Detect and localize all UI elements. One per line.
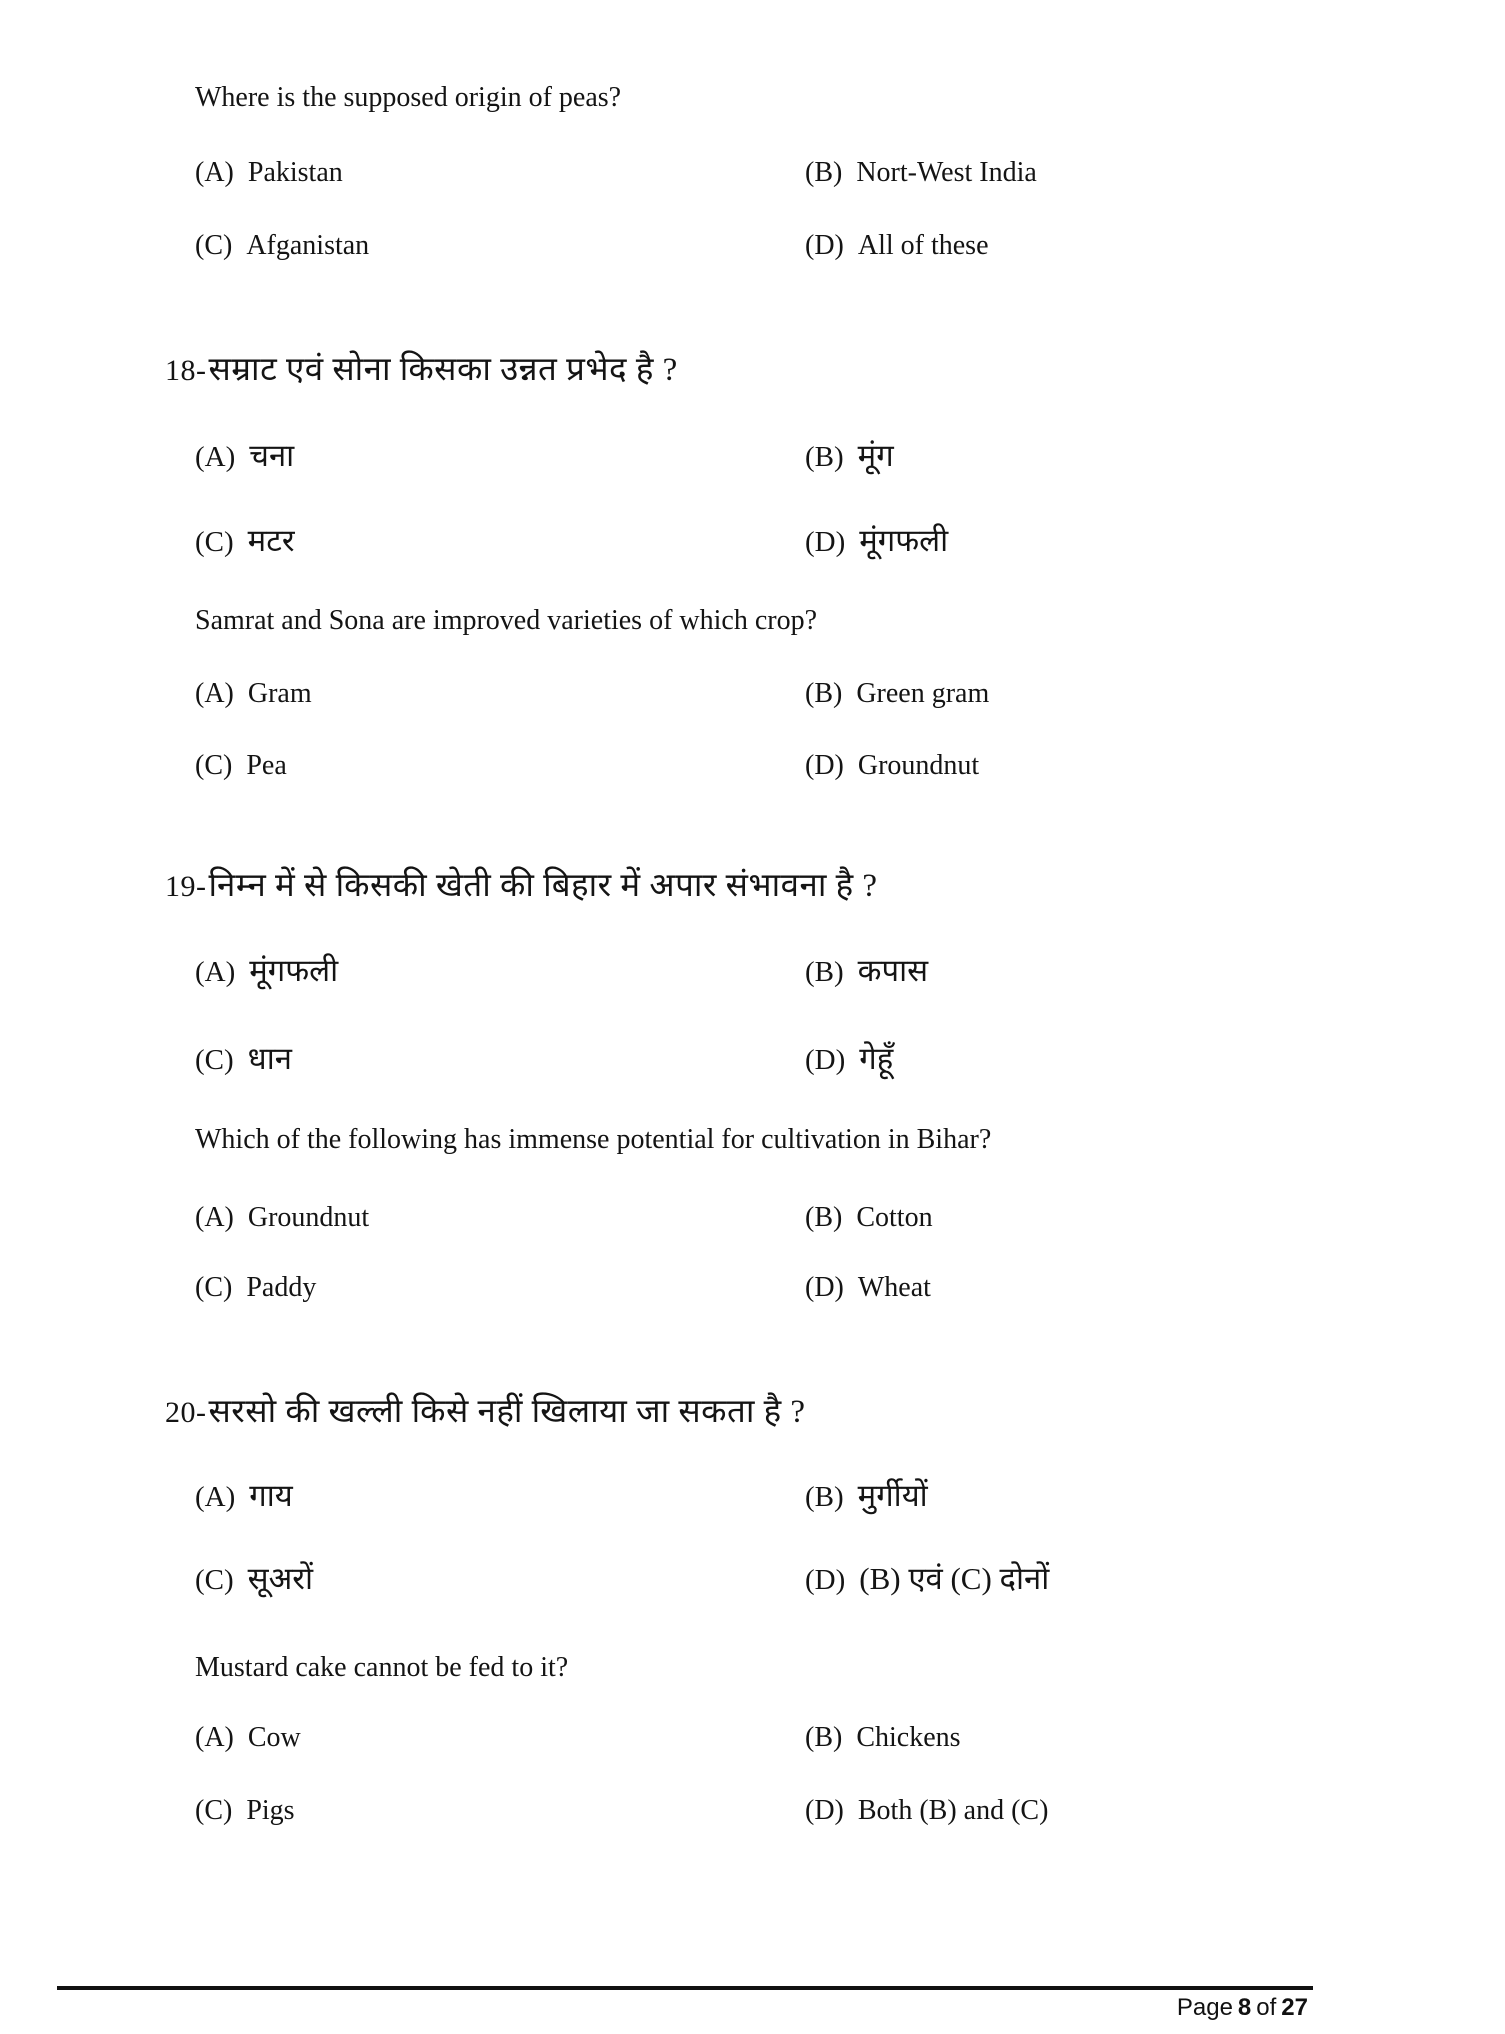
option-d <box>805 1040 893 1079</box>
question-text <box>195 80 621 115</box>
option-label: (A) <box>195 678 234 709</box>
option-text: मूंगफली <box>859 523 949 558</box>
option-label: (C) <box>195 230 233 261</box>
option-d <box>805 748 979 783</box>
option-c <box>195 1040 292 1079</box>
option-label: (B) <box>805 441 844 473</box>
option-label: (D) <box>805 750 844 781</box>
option-c <box>195 228 369 263</box>
option-label: (A) <box>195 157 234 188</box>
question-text-value: Mustard cake cannot be fed to it? <box>195 1652 569 1683</box>
option-text: Both (B) and (C) <box>857 1795 1049 1826</box>
footer-of-label: of <box>1256 1994 1277 2021</box>
option-text: मटर <box>247 523 295 558</box>
option-text: Green gram <box>856 678 990 709</box>
option-label: (D) <box>805 526 846 558</box>
option-b <box>805 1720 961 1755</box>
question-text-value: सम्राट एवं सोना किसका उन्नत प्रभेद है ? <box>208 352 678 388</box>
option-label: (B) <box>805 678 843 709</box>
option-b <box>805 1200 933 1235</box>
question-number: 18- <box>165 354 207 387</box>
option-text: गाय <box>249 1478 293 1513</box>
option-d <box>805 1270 931 1305</box>
option-c <box>195 1560 313 1599</box>
option-label: (C) <box>195 1272 233 1303</box>
option-label: (D) <box>805 1044 846 1076</box>
option-text: Pakistan <box>247 157 343 188</box>
option-a <box>195 1477 293 1516</box>
question-text-value: Which of the following has immense potential for cultivation in Bihar? <box>195 1124 992 1155</box>
option-text: Wheat <box>857 1272 931 1303</box>
option-text: सूअरों <box>247 1561 314 1596</box>
question-text <box>195 603 817 638</box>
question-text-value: सरसो की खल्ली किसे नहीं खिलाया जा सकता है ? <box>208 1394 806 1430</box>
option-label: (A) <box>195 1722 234 1753</box>
option-b <box>805 952 928 991</box>
question-number: 19- <box>165 870 207 903</box>
option-label: (D) <box>805 1272 844 1303</box>
page-footer <box>0 1994 1308 2022</box>
question-header <box>165 866 878 907</box>
option-label: (C) <box>195 1044 234 1076</box>
question-header <box>165 350 678 391</box>
option-text: मूंग <box>857 438 894 473</box>
option-label: (B) <box>805 1722 843 1753</box>
question-text <box>195 1122 991 1157</box>
option-a <box>195 952 338 991</box>
option-d <box>805 1793 1048 1828</box>
footer-divider <box>57 1986 1313 1990</box>
option-text: Groundnut <box>857 750 980 781</box>
option-label: (B) <box>805 1481 844 1513</box>
option-text: मुर्गीयों <box>857 1478 928 1513</box>
option-d <box>805 228 989 263</box>
option-text: Pea <box>246 750 287 781</box>
footer-page-label: Page <box>1176 1994 1233 2021</box>
option-a <box>195 437 294 476</box>
option-label: (C) <box>195 750 233 781</box>
option-c <box>195 1793 295 1828</box>
question-text-value: Samrat and Sona are improved varieties of which crop? <box>195 605 818 636</box>
option-b <box>805 676 989 711</box>
option-text: Afganistan <box>246 230 370 261</box>
option-text: Nort-West India <box>856 157 1037 188</box>
option-text: मूंगफली <box>249 953 339 988</box>
option-label: (D) <box>805 230 844 261</box>
option-b <box>805 437 894 476</box>
option-d <box>805 1560 1049 1599</box>
option-b <box>805 155 1037 190</box>
option-a <box>195 676 312 711</box>
option-text: चना <box>249 438 295 473</box>
option-label: (C) <box>195 1564 234 1596</box>
option-d <box>805 522 948 561</box>
footer-total-pages: 27 <box>1281 1994 1308 2021</box>
option-c <box>195 522 295 561</box>
option-label: (A) <box>195 1202 234 1233</box>
option-text: Gram <box>247 678 312 709</box>
option-label: (B) <box>805 1202 843 1233</box>
option-text: Chickens <box>856 1722 961 1753</box>
option-a <box>195 1720 301 1755</box>
option-text: (B) एवं (C) दोनों <box>859 1561 1050 1596</box>
question-text-value: Where is the supposed origin of peas? <box>195 82 622 113</box>
option-a <box>195 155 343 190</box>
option-text: Groundnut <box>247 1202 370 1233</box>
option-c <box>195 1270 316 1305</box>
footer-page-number: 8 <box>1237 1994 1252 2021</box>
question-text <box>195 1650 568 1685</box>
option-text: Cotton <box>856 1202 933 1233</box>
option-label: (A) <box>195 441 236 473</box>
option-c <box>195 748 287 783</box>
option-label: (A) <box>195 1481 236 1513</box>
option-a <box>195 1200 369 1235</box>
option-label: (C) <box>195 1795 233 1826</box>
option-label: (B) <box>805 157 843 188</box>
option-label: (D) <box>805 1564 846 1596</box>
option-label: (D) <box>805 1795 844 1826</box>
question-header <box>165 1392 806 1433</box>
option-text: गेहूँ <box>859 1041 894 1076</box>
option-text: Cow <box>247 1722 301 1753</box>
option-text: Paddy <box>246 1272 317 1303</box>
question-text-value: निम्न में से किसकी खेती की बिहार में अपार संभावना है ? <box>208 868 878 904</box>
option-text: Pigs <box>246 1795 295 1826</box>
question-number: 20- <box>165 1396 207 1429</box>
option-text: कपास <box>857 953 929 988</box>
option-b <box>805 1477 928 1516</box>
option-text: धान <box>247 1041 292 1076</box>
option-text: All of these <box>857 230 989 261</box>
option-label: (A) <box>195 956 236 988</box>
option-label: (C) <box>195 526 234 558</box>
option-label: (B) <box>805 956 844 988</box>
